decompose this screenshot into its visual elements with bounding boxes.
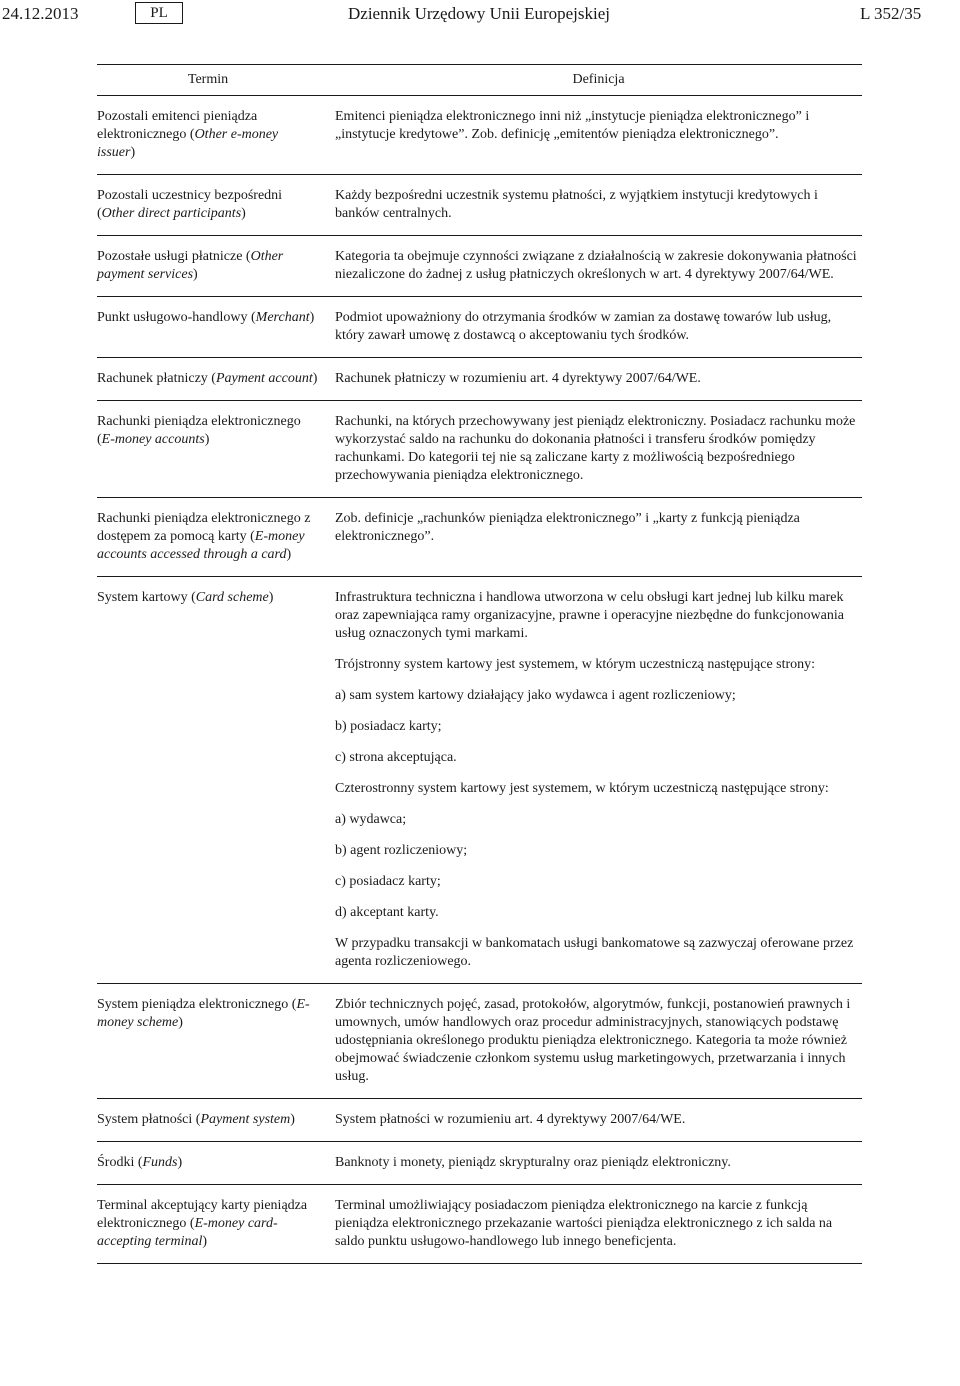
term-english: E-money accounts accessed through a card bbox=[97, 529, 305, 562]
definition-paragraph: Każdy bezpośredni uczestnik systemu płatności, z wyjątkiem instytucji kredytowych i banków centralnych. bbox=[335, 188, 818, 221]
term-text: Rachunki pieniądza elektronicznego ( bbox=[97, 414, 301, 447]
definition-paragraph: Emitenci pieniądza elektronicznego inni niż „instytucje pieniądza elektronicznego” i „instytucje kredytowe”. Zob. definicję „emitentów pieniądza elektronicznego”. bbox=[335, 109, 810, 142]
term-cell bbox=[97, 1154, 327, 1172]
language-badge: PL bbox=[135, 2, 183, 24]
term-text: Pozostałe usługi płatnicze ( bbox=[97, 249, 251, 264]
term-cell bbox=[97, 1111, 327, 1129]
term-close-paren: ) bbox=[193, 267, 198, 282]
definition-cell bbox=[335, 413, 862, 485]
definition-cell bbox=[335, 370, 862, 388]
term-cell bbox=[97, 510, 327, 564]
definition-paragraph: c) posiadacz karty; bbox=[335, 874, 441, 889]
term-english: E-money scheme bbox=[97, 997, 310, 1030]
term-english: Payment account bbox=[215, 371, 313, 386]
definition-paragraph: Trójstronny system kartowy jest systemem, w którym uczestniczą następujące strony: bbox=[335, 657, 816, 672]
definition-cell bbox=[335, 996, 862, 1086]
term-text: System płatności ( bbox=[97, 1112, 201, 1127]
term-close-paren: ) bbox=[309, 310, 315, 325]
term-english: Payment system bbox=[200, 1112, 291, 1127]
definition-cell bbox=[335, 108, 862, 162]
definition-cell bbox=[335, 248, 862, 284]
term-text: System kartowy ( bbox=[97, 590, 196, 605]
page-header bbox=[0, 0, 960, 28]
definition-paragraph: Infrastruktura techniczna i handlowa utworzona w celu obsługi kart jednej lub kilku marek oraz zapewniająca ramy organizacyjne, prawne i operacyjne niezbędne do funkcjonowania usług oznaczonych tymi markami. bbox=[335, 590, 844, 641]
definition-paragraph: Kategoria ta obejmuje czynności związane z działalnością w zakresie dokonywania płatności niezaliczone do żadnej z usług płatniczych określonych w art. 4 dyrektywy 2007/64/WE. bbox=[335, 249, 857, 282]
definition-paragraph: Czterostronny system kartowy jest systemem, w którym uczestniczą następujące strony: bbox=[335, 781, 829, 796]
definition-paragraph: c) strona akceptująca. bbox=[335, 750, 457, 765]
term-close-paren: ) bbox=[286, 547, 292, 562]
table-row bbox=[97, 984, 862, 1099]
term-english: Card scheme bbox=[195, 590, 269, 605]
term-cell bbox=[97, 248, 327, 284]
definition-paragraph: Zbiór technicznych pojęć, zasad, protokołów, algorytmów, funkcji, postanowień prawnych i umownych, umów handlowych oraz procedur administracyjnych, stanowiących podstawę udostępniania określonego produktu pieniądza elektronicznego. Kategoria ta może również obejmować świadczenie członkom systemu usług marketingowych, przetwarzania i innych usług. bbox=[335, 997, 851, 1084]
definitions-table bbox=[97, 64, 862, 1264]
table-row bbox=[97, 498, 862, 577]
definition-cell bbox=[335, 589, 862, 971]
table-row bbox=[97, 1142, 862, 1185]
term-english: E-money accounts bbox=[101, 432, 205, 447]
table-row bbox=[97, 1185, 862, 1264]
definition-cell bbox=[335, 309, 862, 345]
term-text: Rachunki pieniądza elektronicznego z dostępem za pomocą karty ( bbox=[97, 511, 311, 544]
definition-cell bbox=[335, 187, 862, 223]
term-text: System pieniądza elektronicznego ( bbox=[97, 997, 297, 1012]
table-row bbox=[97, 236, 862, 297]
term-text: Punkt usługowo-handlowy ( bbox=[97, 310, 256, 325]
term-cell bbox=[97, 413, 327, 485]
table-row bbox=[97, 358, 862, 401]
column-header-term: Termin bbox=[187, 72, 229, 87]
table-row bbox=[97, 401, 862, 498]
term-english: Other direct participants bbox=[101, 206, 242, 221]
definition-paragraph: d) akceptant karty. bbox=[335, 905, 439, 920]
term-cell bbox=[97, 370, 327, 388]
definition-paragraph: W przypadku transakcji w bankomatach usługi bankomatowe są zazwyczaj oferowane przez agenta rozliczeniowego. bbox=[335, 936, 854, 969]
term-text: Pozostali emitenci pieniądza elektronicznego ( bbox=[97, 109, 258, 142]
term-cell bbox=[97, 187, 327, 223]
definition-paragraph: b) posiadacz karty; bbox=[335, 719, 442, 734]
table-row bbox=[97, 175, 862, 236]
term-cell bbox=[97, 309, 327, 345]
term-close-paren: ) bbox=[130, 145, 136, 160]
definition-paragraph: Terminal umożliwiający posiadaczom pieniądza elektronicznego na karcie z funkcją pieniądza elektronicznego przekazanie wartości pieniądza elektronicznego z ich salda na saldo punktu usługowo-handlowego lub innego beneficjenta. bbox=[335, 1198, 833, 1249]
definition-paragraph: Rachunki, na których przechowywany jest pieniądz elektroniczny. Posiadacz rachunku może wykorzystać saldo na rachunku do dokonania płatności i transferu środków pomiędzy rachunkami. Do kategorii tej nie są zaliczane karty z możliwością bezpośredniego przechowywania pieniądza elektronicznego. bbox=[335, 414, 856, 483]
term-text: Pozostali uczestnicy bezpośredni ( bbox=[97, 188, 283, 221]
term-close-paren: ) bbox=[177, 1155, 183, 1170]
term-english: Other payment services bbox=[97, 249, 284, 282]
definition-cell bbox=[335, 1197, 862, 1251]
definition-paragraph: a) sam system kartowy działający jako wydawca i agent rozliczeniowy; bbox=[335, 688, 736, 703]
term-cell bbox=[97, 996, 327, 1086]
definition-cell bbox=[335, 510, 862, 564]
term-close-paren: ) bbox=[312, 371, 318, 386]
definition-paragraph: Banknoty i monety, pieniądz skrypturalny oraz pieniądz elektroniczny. bbox=[335, 1155, 731, 1170]
table-row bbox=[97, 577, 862, 984]
table-row bbox=[97, 297, 862, 358]
definition-paragraph: Zob. definicje „rachunków pieniądza elektronicznego” i „karty z funkcją pieniądza elektronicznego”. bbox=[335, 511, 800, 544]
publication-date: 24.12.2013 bbox=[2, 4, 79, 23]
term-close-paren: ) bbox=[268, 590, 274, 605]
table-header bbox=[97, 65, 862, 96]
term-cell bbox=[97, 1197, 327, 1251]
column-header-definition: Definicja bbox=[572, 72, 625, 87]
page-number: L 352/35 bbox=[860, 4, 922, 23]
definition-paragraph: a) wydawca; bbox=[335, 812, 407, 827]
definition-cell bbox=[335, 1111, 862, 1129]
definition-cell bbox=[335, 1154, 862, 1172]
term-text: Środki ( bbox=[97, 1155, 143, 1170]
table-body bbox=[97, 96, 862, 1264]
term-english: Merchant bbox=[255, 310, 310, 325]
term-text: Terminal akceptujący karty pieniądza elektronicznego ( bbox=[97, 1198, 308, 1231]
term-close-paren: ) bbox=[241, 206, 246, 221]
table-row bbox=[97, 1099, 862, 1142]
term-text: Rachunek płatniczy ( bbox=[97, 371, 216, 386]
term-english: Other e-money issuer bbox=[97, 127, 279, 160]
term-english: Funds bbox=[142, 1155, 178, 1170]
term-close-paren: ) bbox=[178, 1015, 183, 1030]
term-close-paren: ) bbox=[204, 432, 210, 447]
journal-title: Dziennik Urzędowy Unii Europejskiej bbox=[348, 4, 611, 23]
term-cell bbox=[97, 589, 327, 971]
term-close-paren: ) bbox=[202, 1234, 208, 1249]
definition-paragraph: Podmiot upoważniony do otrzymania środków w zamian za dostawę towarów lub usług, który zawarł umowę z dostawcą o akceptowaniu tych środków. bbox=[335, 310, 832, 343]
definition-paragraph: Rachunek płatniczy w rozumieniu art. 4 dyrektywy 2007/64/WE. bbox=[335, 371, 701, 386]
definition-paragraph: b) agent rozliczeniowy; bbox=[335, 843, 468, 858]
term-close-paren: ) bbox=[290, 1112, 295, 1127]
definition-paragraph: System płatności w rozumieniu art. 4 dyrektywy 2007/64/WE. bbox=[335, 1112, 686, 1127]
table-row bbox=[97, 96, 862, 175]
term-cell bbox=[97, 108, 327, 162]
term-english: E-money card-accepting terminal bbox=[97, 1216, 278, 1249]
